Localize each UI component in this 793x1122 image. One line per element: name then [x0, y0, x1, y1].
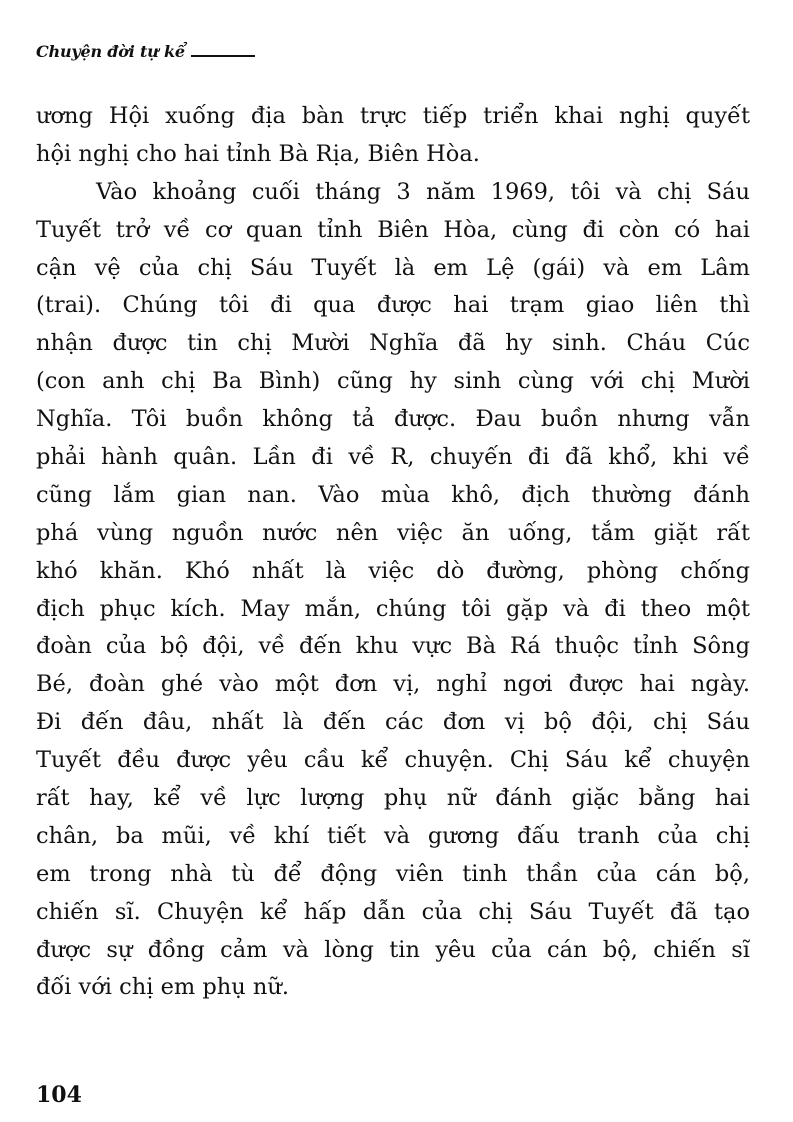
text-line: Đi đến đâu, nhất là đến các đơn vị bộ đội, chị Sáu — [36, 709, 750, 736]
header-rule — [191, 55, 255, 57]
text-line: đoàn của bộ đội, về đến khu vực Bà Rá thuộc tỉnh Sông — [36, 633, 750, 660]
text-line: Tuyết trở về cơ quan tỉnh Biên Hòa, cùng đi còn có hai — [36, 216, 750, 243]
text-line: địch phục kích. May mắn, chúng tôi gặp và đi theo một — [36, 595, 750, 622]
text-line: (con anh chị Ba Bình) cũng hy sinh cùng với chị Mười — [36, 368, 750, 395]
text-line: em trong nhà tù để động viên tinh thần của cán bộ, — [36, 860, 750, 887]
text-line: Nghĩa. Tôi buồn không tả được. Đau buồn nhưng vẫn — [36, 406, 750, 433]
text-line: ương Hội xuống địa bàn trực tiếp triển khai nghị quyết — [36, 103, 750, 129]
text-line: rất hay, kể về lực lượng phụ nữ đánh giặc bằng hai — [36, 785, 750, 812]
running-header — [36, 42, 255, 61]
text-line: khó khăn. Khó nhất là việc dò đường, phòng chống — [36, 557, 750, 584]
text-line: cận vệ của chị Sáu Tuyết là em Lệ (gái) và em Lâm — [36, 254, 750, 281]
text-line: được sự đồng cảm và lòng tin yêu của cán bộ, chiến sĩ — [36, 936, 750, 963]
text-line: đối với chị em phụ nữ. — [36, 974, 290, 1001]
text-line: phải hành quân. Lần đi về R, chuyến đi đã khổ, khi về — [36, 444, 750, 471]
text-line: cũng lắm gian nan. Vào mùa khô, địch thường đánh — [36, 481, 750, 508]
text-line: hội nghị cho hai tỉnh Bà Rịa, Biên Hòa. — [36, 140, 480, 167]
text-line: nhận được tin chị Mười Nghĩa đã hy sinh. Cháu Cúc — [36, 330, 750, 357]
text-line: Tuyết đều được yêu cầu kể chuyện. Chị Sáu kể chuyện — [36, 747, 750, 774]
text-line: Bé, đoàn ghé vào một đơn vị, nghỉ ngơi được hai ngày. — [36, 671, 750, 698]
text-line: chân, ba mũi, về khí tiết và gương đấu tranh của chị — [36, 822, 750, 849]
page-number: 104 — [36, 1082, 82, 1108]
text-line: Vào khoảng cuối tháng 3 năm 1969, tôi và chị Sáu — [96, 178, 750, 205]
text-line: chiến sĩ. Chuyện kể hấp dẫn của chị Sáu Tuyết đã tạo — [36, 898, 750, 925]
running-header-title: Chuyện đời tự kể — [36, 42, 185, 61]
body-text — [36, 98, 750, 1007]
text-line: phá vùng nguồn nước nên việc ăn uống, tắm giặt rất — [36, 519, 750, 546]
text-line: (trai). Chúng tôi đi qua được hai trạm giao liên thì — [36, 292, 750, 319]
